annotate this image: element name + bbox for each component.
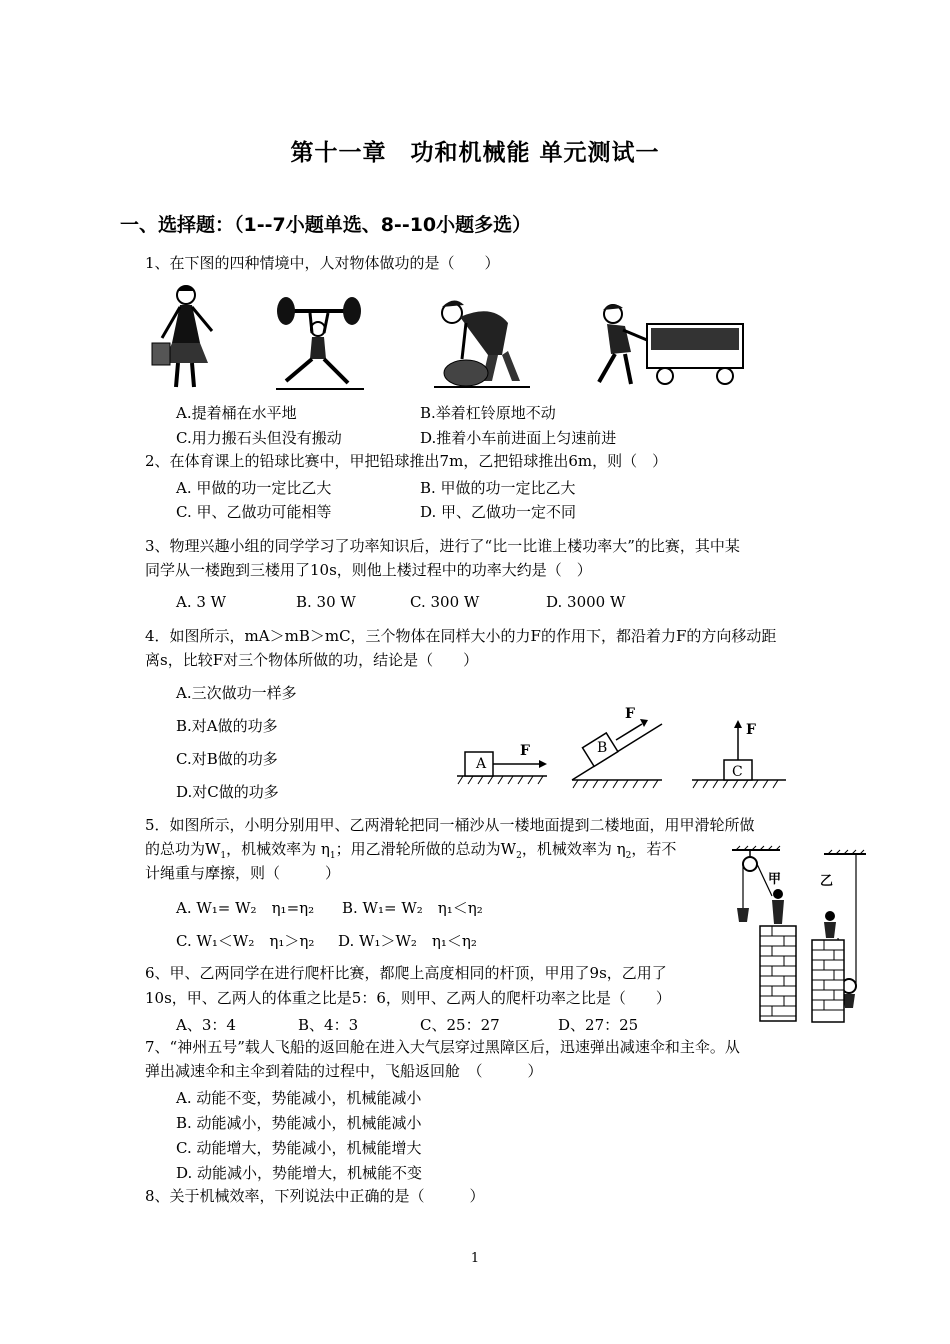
q4-stem-line2: 离s，比较F对三个物体所做的功，结论是（ ） xyxy=(145,651,479,669)
q4-stem-line1: 4．如图所示，mA＞mB＞mC，三个物体在同样大小的力F的作用下，都沿着力F的方向移动距 xyxy=(145,627,777,645)
q1-picture-barbell xyxy=(272,293,367,393)
q4-option-d: D.对C做的功多 xyxy=(176,783,279,801)
q4-option-c: C.对B做的功多 xyxy=(176,750,278,768)
q5-label-yi: 乙 xyxy=(820,874,834,889)
q4-option-a: A.三次做功一样多 xyxy=(176,684,297,702)
q1-picture-woman-bucket xyxy=(150,283,230,393)
q7-option-a: A. 动能不变，势能减小，机械能减小 xyxy=(176,1089,422,1107)
q1-stem: 1、在下图的四种情境中，人对物体做功的是（ ） xyxy=(145,254,500,272)
q2-option-c: C. 甲、乙做功可能相等 xyxy=(176,503,332,521)
q3-stem-line1: 3、物理兴趣小组的同学学习了功率知识后，进行了“比一比谁上楼功率大”的比赛，其中某 xyxy=(145,537,740,555)
q5-option-b: B. W₁= W₂ η₁＜η₂ xyxy=(342,899,483,917)
q4-figure-block-b xyxy=(568,710,668,795)
q1-option-a: A.提着桶在水平地 xyxy=(176,404,297,422)
q4-force-label-a: F xyxy=(520,743,530,759)
q6-option-d: D、27：25 xyxy=(558,1016,639,1034)
page-title: 第十一章 功和机械能 单元测试一 xyxy=(290,140,660,166)
q3-option-b: B. 30 W xyxy=(296,593,356,611)
q2-option-d: D. 甲、乙做功一定不同 xyxy=(420,503,577,521)
q2-option-b: B. 甲做的功一定比乙大 xyxy=(420,479,576,497)
q7-option-d: D. 动能减小，势能增大，机械能不变 xyxy=(176,1164,423,1182)
q5-figure-pulleys xyxy=(728,846,870,1026)
q4-label-c: C xyxy=(732,764,743,780)
q4-label-b: B xyxy=(597,740,608,756)
q3-option-d: D. 3000 W xyxy=(546,593,626,611)
q7-option-b: B. 动能减小，势能减小，机械能减小 xyxy=(176,1114,422,1132)
q7-option-c: C. 动能增大，势能减小，机械能增大 xyxy=(176,1139,422,1157)
q1-picture-cart xyxy=(585,300,750,392)
q6-option-b: B、4：3 xyxy=(298,1016,359,1034)
q2-stem: 2、在体育课上的铅球比赛中，甲把铅球推出7m，乙把铅球推出6m，则（ ） xyxy=(145,452,668,470)
q6-stem-line2: 10s，甲、乙两人的体重之比是5：6，则甲、乙两人的爬杆功率之比是（ ） xyxy=(145,989,671,1007)
q4-label-a: A xyxy=(476,756,487,772)
q6-option-c: C、25：27 xyxy=(420,1016,500,1034)
q7-stem-line1: 7、“神州五号”载人飞船的返回舱在进入大气层穿过黑障区后，迅速弹出减速伞和主伞。从 xyxy=(145,1038,740,1056)
section-heading: 一、选择题：（1--7小题单选、8--10小题多选） xyxy=(120,214,532,236)
q5-option-c: C. W₁＜W₂ η₁＞η₂ xyxy=(176,932,315,950)
q4-option-b: B.对A做的功多 xyxy=(176,717,278,735)
q1-picture-stone xyxy=(432,293,532,393)
q1-option-d: D.推着小车前进面上匀速前进 xyxy=(420,429,617,447)
q6-option-a: A、3：4 xyxy=(176,1016,236,1034)
q4-figure-block-a xyxy=(455,740,550,790)
q4-force-label-b: F xyxy=(625,706,635,722)
q1-option-c: C.用力搬石头但没有搬动 xyxy=(176,429,342,447)
q2-option-a: A. 甲做的功一定比乙大 xyxy=(176,479,332,497)
page-number: 1 xyxy=(470,1251,480,1266)
q5-stem-line3: 计绳重与摩擦，则（ ） xyxy=(145,864,341,882)
q7-stem-line2: 弹出减速伞和主伞到着陆的过程中，飞船返回舱 （ ） xyxy=(145,1062,543,1080)
q5-label-jia: 甲 xyxy=(768,872,782,887)
q6-stem-line1: 6、甲、乙两同学在进行爬杆比赛，都爬上高度相同的杆顶，甲用了9s，乙用了 xyxy=(145,964,667,982)
q5-stem-line2: 的总功为$W_1$，机械效率为 $\eta_1$；用乙滑轮所做的总动为$W_2$，机械效率为 $\eta_2$，若不 xyxy=(145,840,677,861)
q3-option-c: C. 300 W xyxy=(410,593,480,611)
q5-stem-line1: 5．如图所示，小明分别用甲、乙两滑轮把同一桶沙从一楼地面提到二楼地面，用甲滑轮所做 xyxy=(145,816,755,834)
q8-stem: 8、关于机械效率，下列说法中正确的是（ ） xyxy=(145,1187,485,1205)
q4-force-label-c: F xyxy=(746,722,756,738)
q3-option-a: A. 3 W xyxy=(176,593,227,611)
q4-figure-block-c xyxy=(690,718,790,793)
q5-option-a: A. W₁= W₂ η₁=η₂ xyxy=(176,899,315,917)
q1-option-b: B.举着杠铃原地不动 xyxy=(420,404,556,422)
q5-option-d: D. W₁＞W₂ η₁＜η₂ xyxy=(338,932,477,950)
q3-stem-line2: 同学从一楼跑到三楼用了10s，则他上楼过程中的功率大约是（ ） xyxy=(145,561,592,579)
